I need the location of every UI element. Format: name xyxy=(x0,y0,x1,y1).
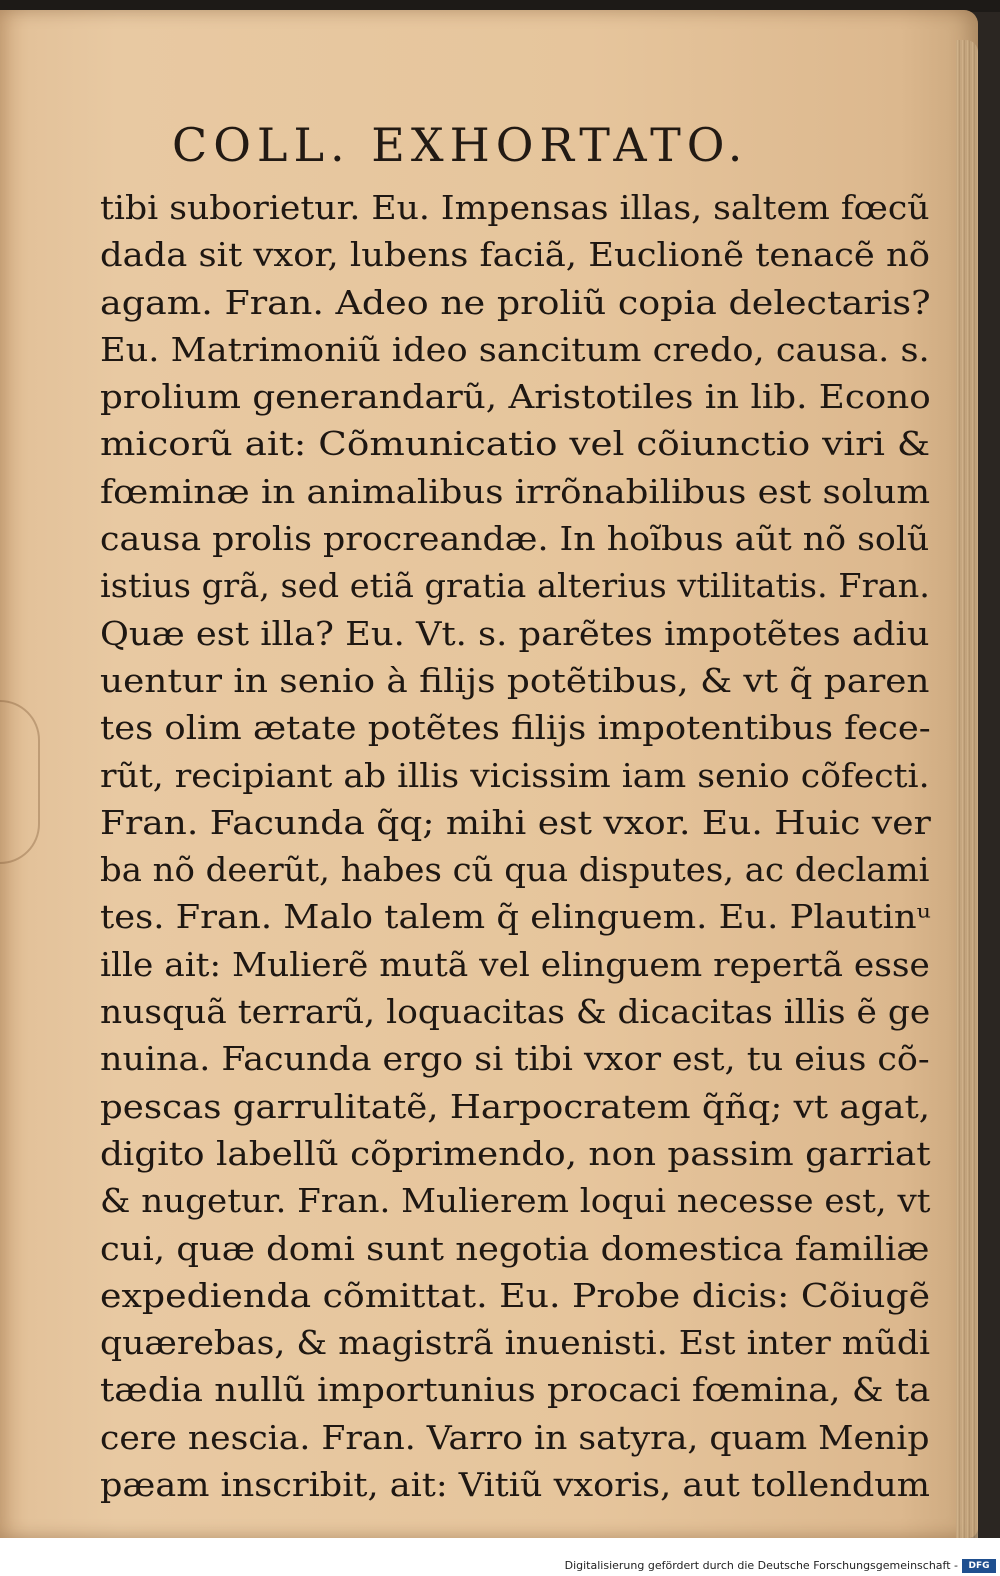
text-line: micorũ ait: Cõmunicatio vel cõiunctio viri & xyxy=(100,424,931,464)
text-line: digito labellũ cõprimendo, non passim garriat xyxy=(100,1133,931,1173)
text-line: cere nescia. Fran. Varro in satyra, quam Menip xyxy=(100,1417,930,1457)
text-line: ille ait: Mulierẽ mutã vel elinguem repertã esse xyxy=(100,944,930,984)
body-text xyxy=(100,184,930,1508)
text-line: pæam inscribit, ait: Vitiũ vxoris, aut tollendum xyxy=(100,1465,931,1505)
page-fold-mark xyxy=(0,700,40,864)
text-line: rũt, recipiant ab illis vicissim iam senio cõfecti. xyxy=(100,755,930,795)
text-line: uentur in senio à filijs potẽtibus, & vt q̃ paren xyxy=(100,660,930,700)
text-line: pescas garrulitatẽ, Harpocratem q̃ñq; vt agat, xyxy=(100,1086,931,1126)
dfg-logo: DFG xyxy=(962,1559,996,1573)
text-line: tes. Fran. Malo talem q̃ elinguem. Eu. Plautinᵘ xyxy=(100,897,931,937)
text-line: fœminæ in animalibus irrõnabilibus est solum xyxy=(100,471,931,511)
text-line: Fran. Facunda q̃q; mihi est vxor. Eu. Huic ver xyxy=(100,802,931,842)
footer-bar xyxy=(0,1538,1000,1576)
text-line: Quæ est illa? Eu. Vt. s. parẽtes impotẽtes adiu xyxy=(100,613,930,653)
text-line: dada sit vxor, lubens faciã, Euclionẽ tenacẽ nõ xyxy=(100,235,931,275)
text-line: & nugetur. Fran. Mulierem loqui necesse est, vt xyxy=(100,1181,931,1221)
text-line: nuina. Facunda ergo si tibi vxor est, tu eius cõ- xyxy=(100,1039,930,1079)
digitization-credit: Digitalisierung gefördert durch die Deutsche Forschungsgemeinschaft - xyxy=(564,1559,958,1572)
text-line: tædia nullũ importunius procaci fœmina, & ta xyxy=(100,1370,931,1410)
text-line: ba nõ deerũt, habes cũ qua disputes, ac declami xyxy=(100,850,930,890)
book-page xyxy=(0,10,978,1538)
text-line: agam. Fran. Adeo ne proliũ copia delectaris? xyxy=(100,282,931,322)
text-line: nusquã terrarũ, loquacitas & dicacitas illis ẽ ge xyxy=(100,992,931,1032)
text-line: quærebas, & magistrã inuenisti. Est inter mũdi xyxy=(100,1323,931,1363)
text-line: Eu. Matrimoniũ ideo sancitum credo, causa. s. xyxy=(100,329,930,369)
text-line: causa prolis procreandæ. In hoĩbus aũt nõ solũ xyxy=(100,519,930,559)
running-head: COLL. EXHORTATO. xyxy=(172,118,749,172)
text-line: prolium generandarũ, Aristotiles in lib. Econo xyxy=(100,377,931,417)
text-line: tes olim ætate potẽtes filijs impotentibus fece- xyxy=(100,708,931,748)
text-line: expedienda cõmittat. Eu. Probe dicis: Cõiugẽ xyxy=(100,1275,931,1315)
text-line: cui, quæ domi sunt negotia domestica familiæ xyxy=(100,1228,930,1268)
text-line: istius grã, sed etiã gratia alterius vtilitatis. Fran. xyxy=(100,566,930,606)
text-line: tibi suborietur. Eu. Impensas illas, saltem fœcũ xyxy=(100,188,930,227)
